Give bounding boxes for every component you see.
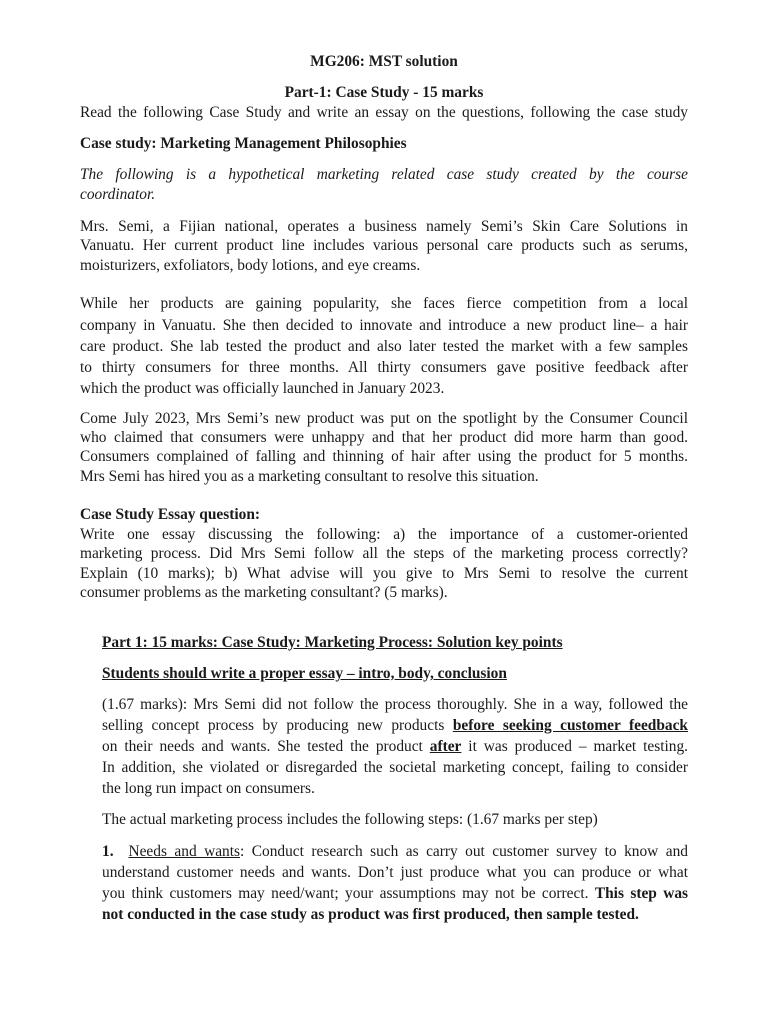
paragraph-line: care product. She lab tested the product and also later tested the market with a few samples — [80, 338, 688, 355]
steps-intro: The actual marketing process includes the following steps: (1.67 marks per step) — [102, 811, 598, 828]
paragraph-line: to thirty consumers for three months. All thirty consumers gave positive feedback after — [80, 359, 688, 376]
step-title: Needs and wants — [128, 843, 241, 860]
solution-line — [102, 716, 688, 736]
step-line — [102, 884, 688, 904]
paragraph-line: Mrs. Semi, a Fijian national, operates a business namely Semi’s Skin Care Solutions in — [80, 218, 688, 235]
intro-text: Read the following Case Study and write an essay on the questions, following the case study — [80, 104, 688, 121]
solution-text: it was produced – market testing. — [461, 738, 688, 755]
paragraph-line: moisturizers, exfoliators, body lotions, and eye creams. — [80, 257, 421, 274]
paragraph-line: Consumers complained of falling and thinning of hair after using the product for 5 months. — [80, 448, 688, 465]
paragraph-line: who claimed that consumers were unhappy and that her product did more harm than good. — [80, 429, 688, 446]
step-number: 1. — [102, 843, 114, 860]
emphasis-text: after — [429, 738, 462, 755]
italic-note-line: The following is a hypothetical marketing related case study created by the course — [80, 166, 688, 183]
step-line — [102, 842, 688, 862]
solution-text: on their needs and wants. She tested the product — [102, 738, 430, 755]
solution-subheading: Students should write a proper essay – intro, body, conclusion — [102, 665, 507, 682]
step-line: not conducted in the case study as product was first produced, then sample tested. — [102, 906, 639, 923]
paragraph-line: Vanuatu. Her current product line includes various personal care products such as serums, — [80, 237, 688, 254]
solution-line: (1.67 marks): Mrs Semi did not follow the process thoroughly. She in a way, followed the — [102, 696, 688, 713]
emphasis-text: before seeking customer feedback — [452, 717, 688, 734]
step-text: you think customers may need/want; your assumptions may not be correct. — [102, 885, 595, 902]
document-title: MG206: MST solution — [310, 53, 458, 70]
case-study-heading: Case study: Marketing Management Philosophies — [80, 135, 407, 152]
paragraph-line: Mrs Semi has hired you as a marketing consultant to resolve this situation. — [80, 468, 539, 485]
essay-question-heading: Case Study Essay question: — [80, 506, 261, 523]
emphasis-text: This step was — [594, 885, 689, 902]
essay-question-line: consumer problems as the marketing consultant? (5 marks). — [80, 584, 448, 601]
part-title: Part-1: Case Study - 15 marks — [284, 84, 484, 101]
paragraph-line: which the product was officially launched in January 2023. — [80, 380, 445, 397]
essay-question-line: marketing process. Did Mrs Semi follow all the steps of the marketing process correctly? — [80, 545, 688, 562]
solution-heading: Part 1: 15 marks: Case Study: Marketing Process: Solution key points — [102, 634, 563, 651]
essay-question-line: Explain (10 marks); b) What advise will you give to Mrs Semi to resolve the current — [80, 565, 688, 582]
solution-text: selling concept process by producing new products — [102, 717, 453, 734]
solution-line: the long run impact on consumers. — [102, 780, 315, 797]
solution-line — [102, 737, 688, 757]
essay-question-line: Write one essay discussing the following: a) the importance of a customer-oriented — [80, 526, 688, 543]
step-text: : Conduct research such as carry out customer survey to know and — [240, 843, 688, 860]
step-line: understand customer needs and wants. Don’t just produce what you can produce or what — [102, 864, 688, 881]
italic-note-line: coordinator. — [80, 186, 156, 203]
solution-line: In addition, she violated or disregarded the societal marketing concept, failing to consider — [102, 759, 688, 776]
paragraph-line: company in Vanuatu. She then decided to innovate and introduce a new product line– a hair — [80, 317, 688, 334]
paragraph-line: Come July 2023, Mrs Semi’s new product was put on the spotlight by the Consumer Council — [80, 410, 688, 427]
paragraph-line: While her products are gaining popularity, she faces fierce competition from a local — [80, 295, 688, 312]
